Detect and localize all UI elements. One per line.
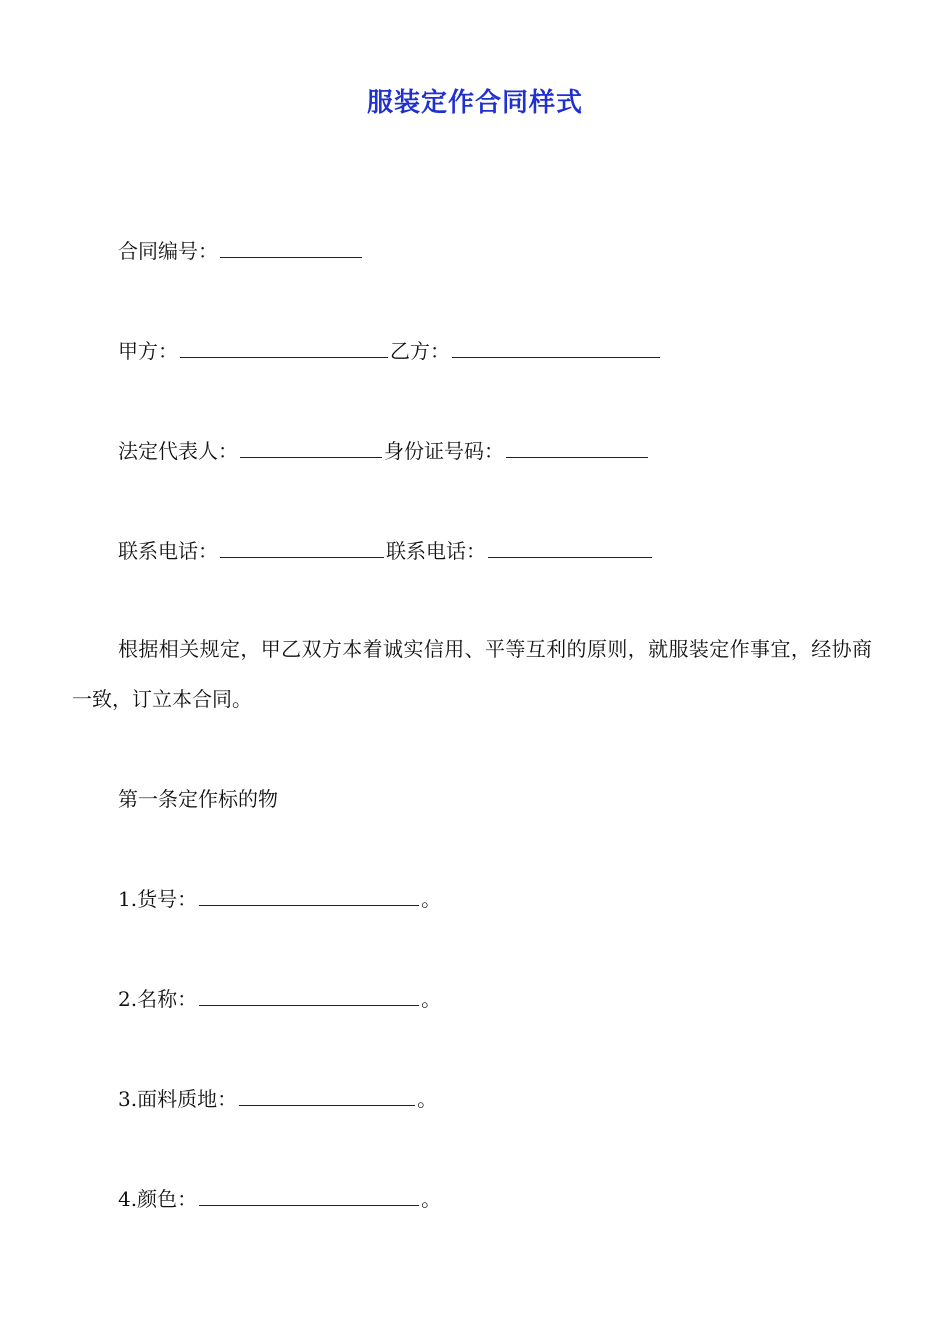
item-1-suffix: 。 [421,887,442,911]
party-b-blank[interactable] [452,337,660,358]
id-number-label: 身份证号码： [384,439,504,463]
item-1-label: 1.货号： [118,887,198,911]
item-2-label: 2.名称： [118,987,198,1011]
item-1-blank[interactable] [199,885,419,906]
parties-row [118,336,662,366]
contract-number-blank[interactable] [220,237,362,258]
item-3-label: 3.面料质地： [118,1087,238,1111]
item-4-blank[interactable] [199,1185,419,1206]
item-2-blank[interactable] [199,985,419,1006]
id-number-blank[interactable] [506,437,648,458]
party-a-blank[interactable] [180,337,388,358]
legal-rep-blank[interactable] [240,437,382,458]
intro-paragraph: 根据相关规定，甲乙双方本着诚实信用、平等互利的原则，就服装定作事宜，经协商一致，订立本合同。 [72,637,872,711]
phone-b-label: 联系电话： [386,539,486,563]
item-4-label: 4.颜色： [118,1187,198,1211]
item-3-blank[interactable] [239,1085,415,1106]
document-title: 服装定作合同样式 [366,88,583,118]
phone-row [118,536,654,566]
contract-number-label: 合同编号： [118,239,218,263]
phone-b-blank[interactable] [488,537,652,558]
item-2-suffix: 。 [421,987,442,1011]
item-1 [118,884,441,914]
item-3 [118,1084,437,1114]
phone-a-label: 联系电话： [118,539,218,563]
item-4-suffix: 。 [421,1187,442,1211]
item-4 [118,1184,441,1214]
phone-a-blank[interactable] [220,537,384,558]
article1-heading: 第一条定作标的物 [118,787,278,811]
contract-number-row [118,236,364,266]
item-3-suffix: 。 [417,1087,438,1111]
representative-row [118,436,650,466]
item-2 [118,984,441,1014]
legal-rep-label: 法定代表人： [118,439,238,463]
party-b-label: 乙方： [390,339,450,363]
party-a-label: 甲方： [118,339,178,363]
